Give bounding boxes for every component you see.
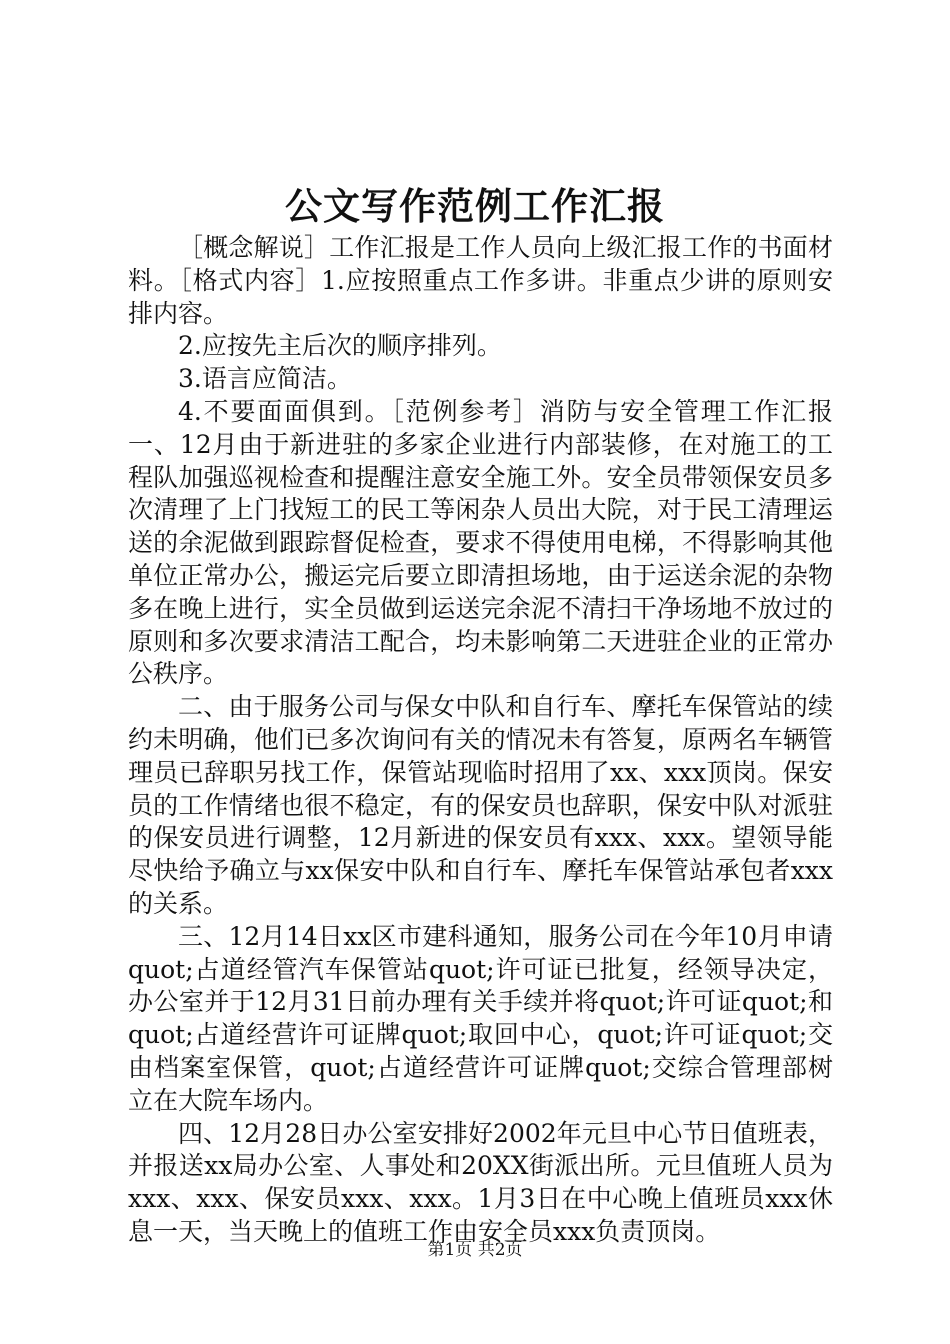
paragraph-section-two: 二、由于服务公司与保女中队和自行车、摩托车保管站的续约未明确，他们已多次询问有关的情况未有答复，原两名车辆管理员已辞职另找工作，保管站现临时招用了xx、xxx顶岗。保安员的工作情绪也很不稳定，有的保安员也辞职，保安中队对派驻的保安员进行调整，12月新进的保安员有xxx、xxx。望领导能尽快给予确立与xx保安中队和自行车、摩托车保管站承包者xxx的关系。 <box>128 692 833 918</box>
paragraph-concept: ［概念解说］工作汇报是工作人员向上级汇报工作的书面材料。［格式内容］1.应按照重点工作多讲。非重点少讲的原则安排内容。 <box>128 233 833 328</box>
paragraph-order: 2.应按先主后次的顺序排列。 <box>178 331 502 361</box>
paragraph-section-three: 三、12月14日xx区市建科通知，服务公司在今年10月申请quot;占道经管汽车保管站quot;许可证已批复，经领导决定，办公室并于12月31日前办理有关手续并将quot;许可证quot;和quot;占道经营许可证牌quot;取回中心，quot;许可证quot;交由档案室保管，quot;占道经营许可证牌quot;交综合管理部树立在大院车场内。 <box>128 921 833 1115</box>
paragraph-concise: 3.语言应简洁。 <box>178 364 352 394</box>
paragraph-section-one: 4.不要面面俱到。［范例参考］消防与安全管理工作汇报一、12月由于新进驻的多家企业进行内部装修，在对施工的工程队加强巡视检查和提醒注意安全施工外。安全员带领保安员多次清理了上门找短工的民工等闲杂人员出大院，对于民工清理运送的余泥做到跟踪督促检查，要求不得使用电梯，不得影响其他单位正常办公，搬运完后要立即清担场地，由于运送余泥的杂物多在晚上进行，实全员做到运送完余泥不清扫干净场地不放过的原则和多次要求清洁工配合，均未影响第二天进驻企业的正常办公秩序。 <box>128 396 833 689</box>
page-number-footer: 第1页 共2页 <box>427 1240 523 1260</box>
document-title: 公文写作范例工作汇报 <box>285 184 665 228</box>
paragraph-section-four: 四、12月28日办公室安排好2002年元旦中心节日值班表，并报送xx局办公室、人事处和20XX街派出所。元旦值班人员为xxx、xxx、保安员xxx、xxx。1月3日在中心晚上值班员xxx休息一天，当天晚上的值班工作由安全员xxx负责顶岗。 <box>128 1118 833 1246</box>
document-body <box>128 232 833 1249</box>
